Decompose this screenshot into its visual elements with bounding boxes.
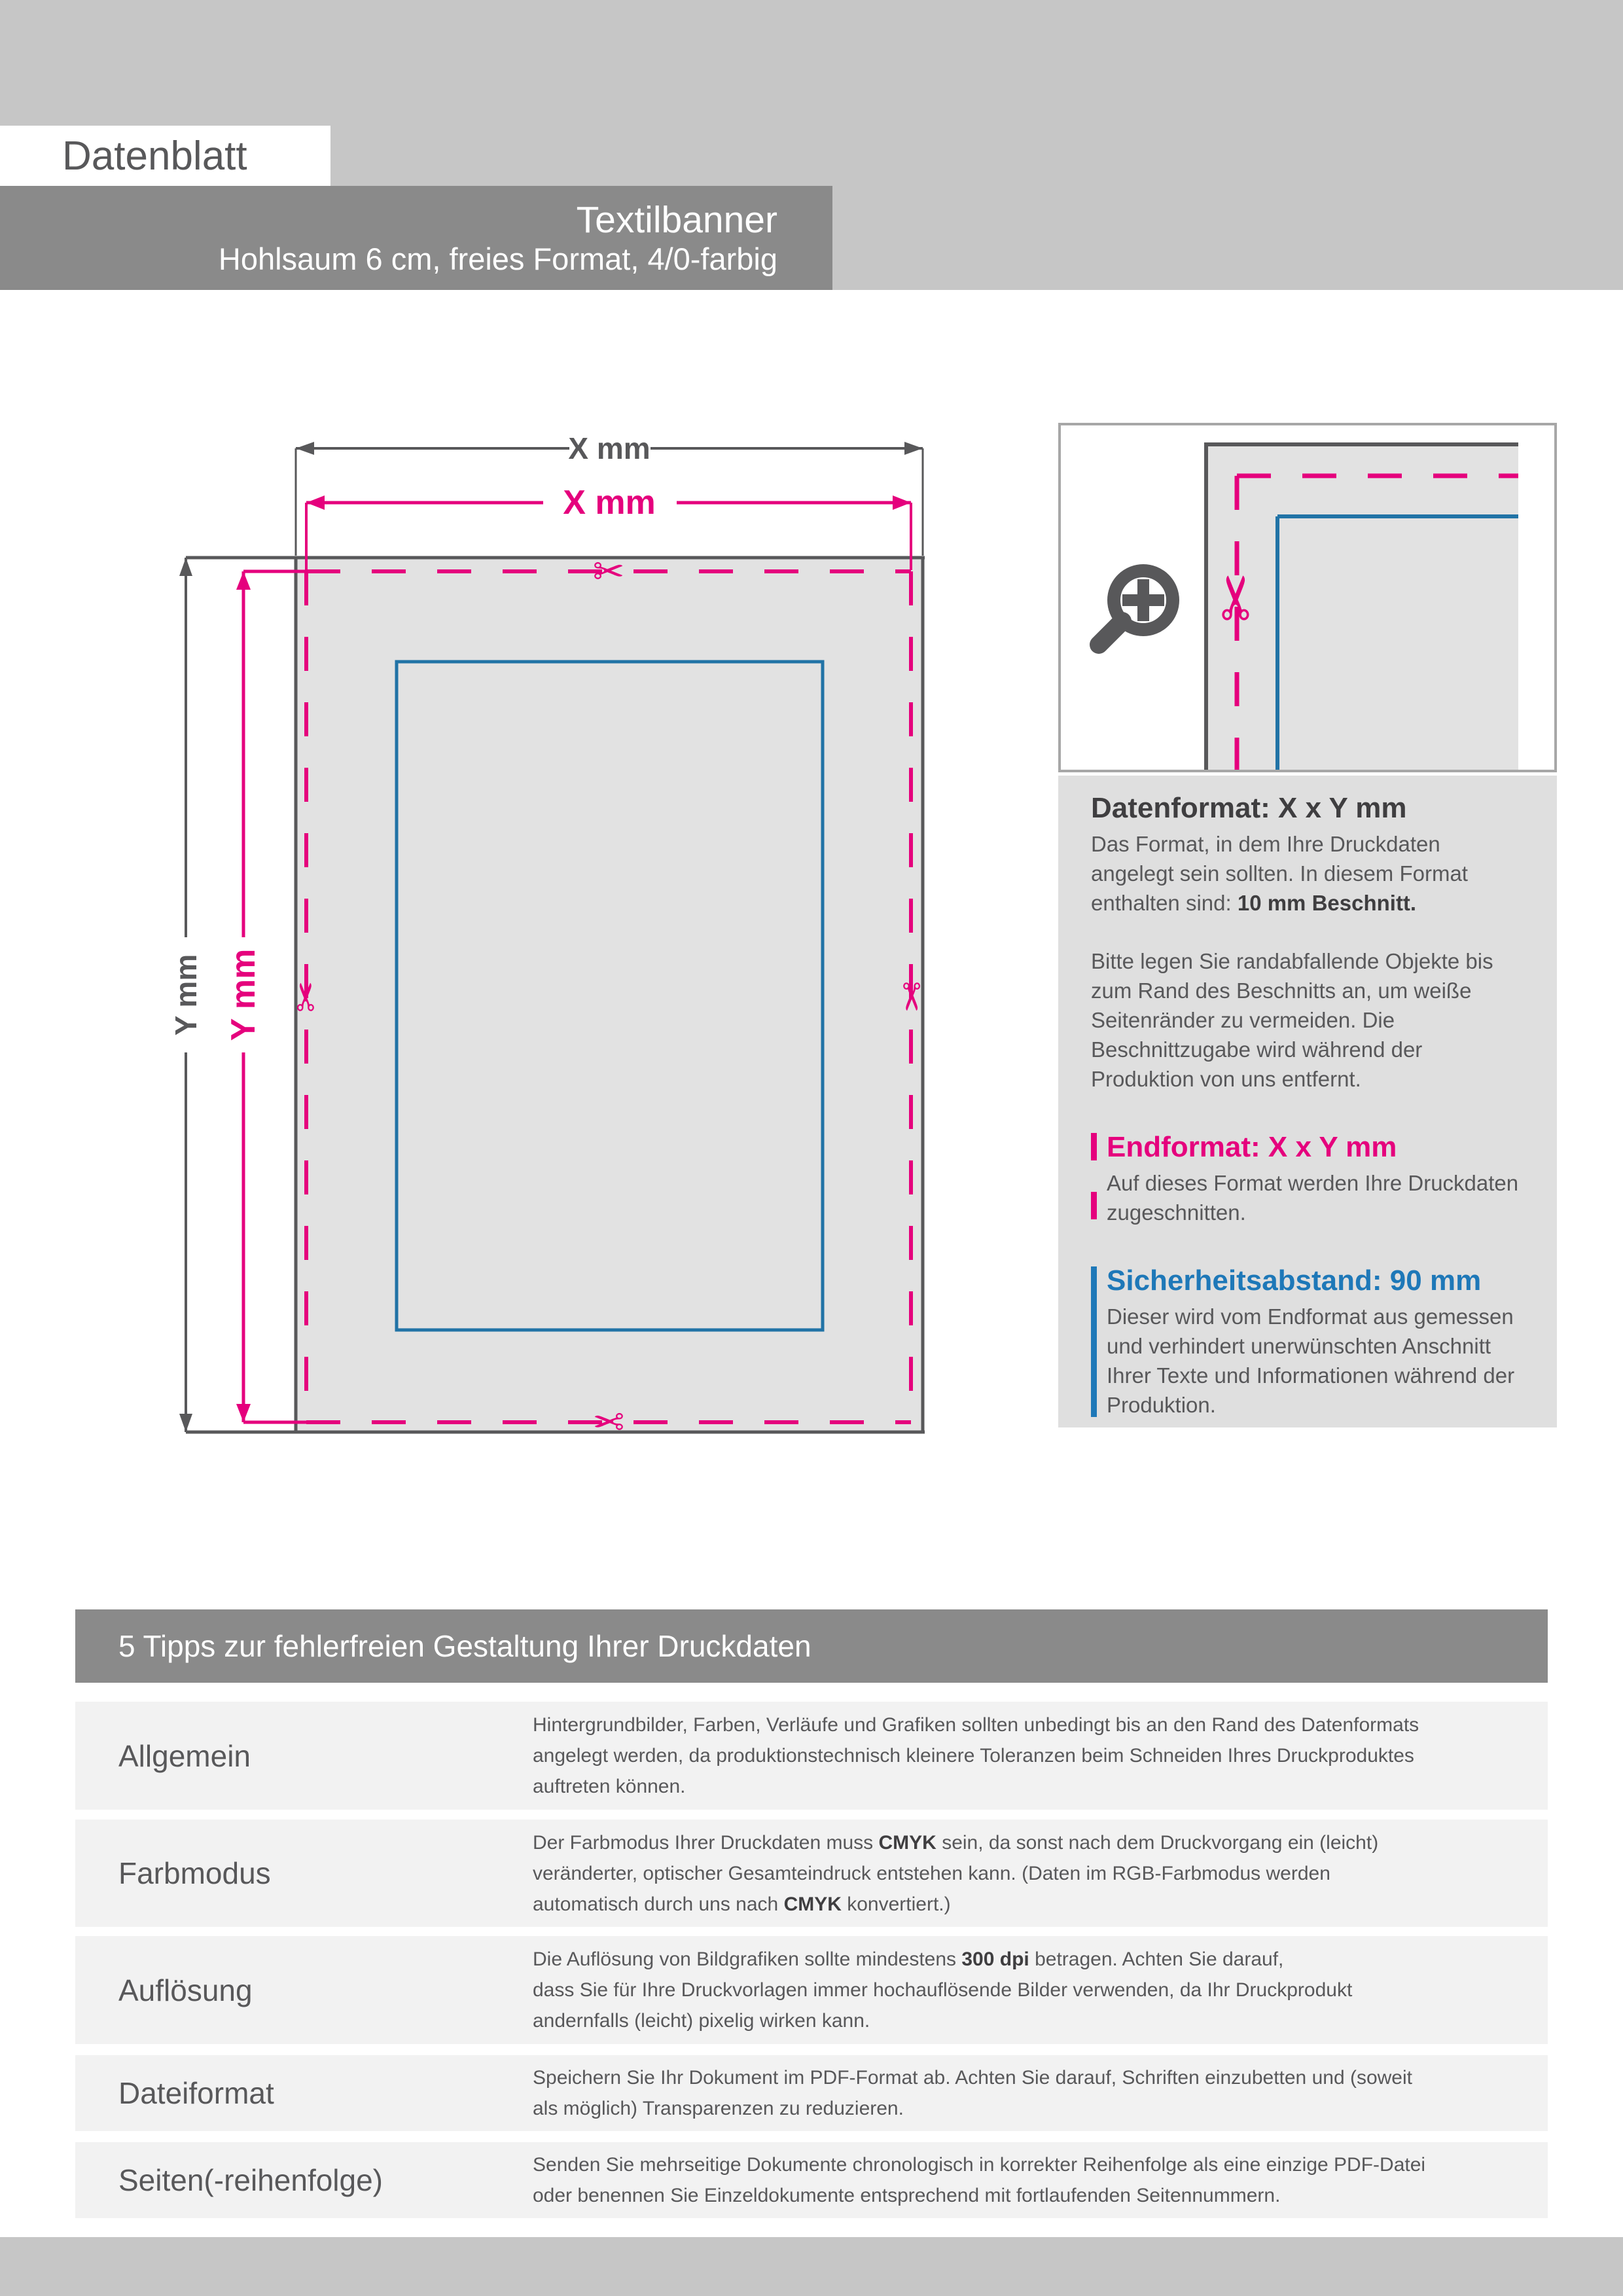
endformat-heading: Endformat: X x Y mm (1107, 1131, 1397, 1163)
tip-text: Hintergrundbilder, Farben, Verläufe und Grafiken sollten unbedingt bis an den Rand des Datenformats angelegt werden, da produktionstechnisch kleinere Toleranzen beim Schneiden Ihres Druckproduktes auftreten können. (533, 1714, 1419, 1797)
sheet-badge (0, 126, 330, 187)
tip-text: konvertiert.) (841, 1893, 951, 1915)
tip-body (533, 1936, 1439, 2044)
tip-text: Speichern Sie Ihr Dokument im PDF-Format ab. Achten Sie darauf, Schriften einzubetten und (soweit als möglich) Transparenzen zu reduzieren. (533, 2067, 1412, 2119)
bleed-value: 10 mm Beschnitt. (1237, 891, 1417, 915)
tip-text: betragen. Achten Sie darauf, (1029, 1948, 1284, 1970)
scissors-icon: ✂ (889, 980, 933, 1013)
x-bleed-dimension (306, 484, 911, 522)
tips-heading: 5 Tipps zur fehlerfreien Gestaltung Ihrer Druckdaten (118, 1629, 812, 1663)
y-dimension (169, 558, 203, 1432)
tip-text: Senden Sie mehrseitige Dokumente chronologisch in korrekter Reihenfolge als eine einzige PDF-Datei oder benennen Sie Einzeldokumente entsprechend mit fortlaufenden Seitennummern. (533, 2154, 1426, 2206)
y-dimension-label: Y mm (169, 954, 203, 1036)
tip-text: Der Farbmodus Ihrer Druckdaten muss (533, 1831, 879, 1854)
datenformat-area (296, 558, 923, 1432)
tip-row-allgemein (75, 1702, 1548, 1810)
y-bleed-dimension-label: Y mm (224, 948, 262, 1041)
scissors-icon: ✂ (284, 980, 329, 1013)
endformat-block (1091, 1130, 1529, 1227)
zoom-icon (1099, 571, 1173, 645)
x-dimension-label: X mm (568, 431, 651, 465)
scissors-icon: ✂ (592, 1400, 625, 1440)
zoom-detail-box (1058, 423, 1557, 772)
tip-label: Seiten(-reihenfolge) (118, 2163, 383, 2197)
tip-text-bold: CMYK (878, 1831, 936, 1854)
x-dimension (296, 431, 923, 465)
bleed-note-text: Bitte legen Sie randabfallende Objekte bis zum Rand des Beschnitts an, um weiße Seitenränder zu vermeiden. Die Beschnittzugabe wird während der Produktion von uns entfernt. (1091, 949, 1493, 1091)
sicherheitsabstand-heading: Sicherheitsabstand: 90 mm (1107, 1265, 1482, 1297)
sicherheitsabstand-block (1091, 1264, 1529, 1420)
endformat-text: Auf dieses Format werden Ihre Druckdaten zugeschnitten. (1107, 1171, 1519, 1225)
tip-body (533, 2055, 1439, 2131)
product-title-bar (0, 186, 832, 290)
info-panel (1058, 776, 1557, 1427)
product-subtitle: Hohlsaum 6 cm, freies Format, 4/0-farbig (218, 241, 777, 276)
scissors-icon: ✂ (1202, 572, 1272, 623)
endformat-marker-bar (1091, 1133, 1097, 1225)
sicherheitsabstand-text: Dieser wird vom Endformat aus gemessen und verhindert unerwünschten Anschnitt Ihrer Texte und Informationen während der Produktion. (1107, 1304, 1515, 1417)
tip-text: Die Auflösung von Bildgrafiken sollte mindestens (533, 1948, 962, 1970)
tip-text-bold: 300 dpi (961, 1948, 1029, 1970)
format-diagram (151, 419, 969, 1440)
tip-text: dass Sie für Ihre Druckvorlagen immer hochauflösende Bilder verwenden, da Ihr Druckprodukt andernfalls (leicht) pixelig wirken kann. (533, 1979, 1353, 2032)
x-bleed-dimension-label: X mm (563, 484, 656, 522)
tips-header-bar (75, 1609, 1548, 1683)
footer-band (0, 2237, 1623, 2296)
datenformat-heading: Datenformat: X x Y mm (1091, 792, 1407, 824)
tip-label: Allgemein (118, 1738, 251, 1773)
datenformat-text (1091, 829, 1513, 918)
tip-label: Auflösung (118, 1973, 253, 2007)
product-title: Textilbanner (576, 198, 777, 241)
tip-body (533, 1702, 1439, 1810)
tip-label: Dateiformat (118, 2076, 274, 2110)
sicherheitsabstand-marker-bar (1091, 1266, 1097, 1417)
scissors-icon: ✂ (592, 549, 625, 594)
tip-row-seitenreihenfolge (75, 2142, 1548, 2218)
tip-body (533, 1820, 1439, 1927)
tip-text-bold: CMYK (783, 1893, 842, 1915)
tip-row-dateiformat (75, 2055, 1548, 2131)
tip-label: Farbmodus (118, 1856, 271, 1890)
tip-body (533, 2142, 1439, 2218)
datenformat-text-pre: Das Format, in dem Ihre Druckdaten angelegt sein sollten. In diesem Format enthalten sind: (1091, 832, 1468, 915)
tip-row-farbmodus (75, 1820, 1548, 1927)
tip-text: sein, da sonst nach dem Druckvorgang ein (leicht) veränderter, optischer Gesamteindruck entstehen kann. (Daten im RGB-Farbmodus werden automatisch durch uns nach (533, 1831, 1379, 1915)
tip-row-aufloesung (75, 1936, 1548, 2044)
sheet-label: Datenblatt (62, 134, 247, 179)
